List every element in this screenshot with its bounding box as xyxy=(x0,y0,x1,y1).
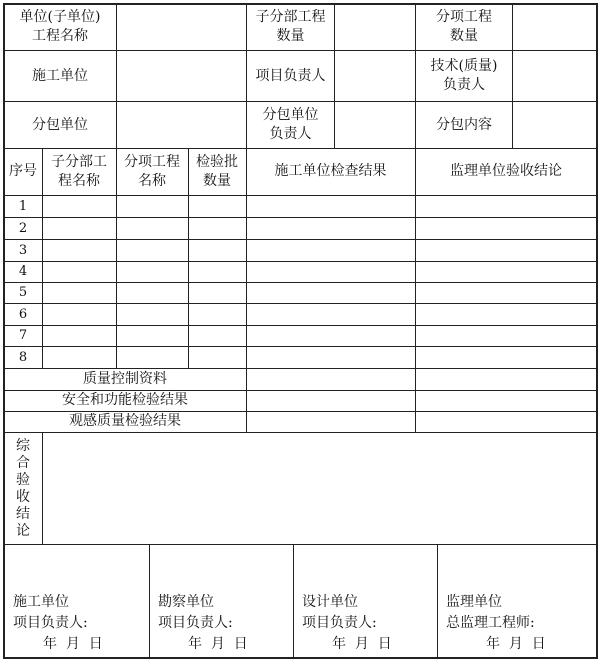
table-row-number: 1 xyxy=(18,198,28,214)
table-row-number: 4 xyxy=(18,264,28,279)
signature-role: 项目负责人: xyxy=(13,615,88,631)
row-rule xyxy=(4,346,597,347)
subdivision-count-field[interactable] xyxy=(334,3,415,50)
subcontractor-manager-label: 分包单位 负责人 xyxy=(246,101,334,148)
row-rule xyxy=(4,303,597,304)
project-manager-field[interactable] xyxy=(334,50,415,101)
construction-unit-field[interactable] xyxy=(116,50,246,101)
item-count-field[interactable] xyxy=(512,3,596,50)
row-rule xyxy=(4,195,597,196)
signature-construction[interactable] xyxy=(13,592,147,656)
unit-project-name-label: 单位(子单位) 工程名称 xyxy=(19,8,101,44)
row-rule xyxy=(4,325,597,326)
signature-divider-2 xyxy=(293,544,294,659)
signature-unit-name: 施工单位 xyxy=(13,594,69,610)
signature-unit-name: 勘察单位 xyxy=(158,594,214,610)
col-header-item: 分项工程 名称 xyxy=(124,153,180,189)
signature-date: 年 月 日 xyxy=(486,636,546,652)
col-header-construction-result: 施工单位检查结果 xyxy=(274,163,387,179)
signature-top-rule xyxy=(4,544,597,545)
table-row-number: 5 xyxy=(18,285,28,300)
comprehensive-conclusion-label: 综 合 验 收 结 论 xyxy=(16,438,30,539)
project-manager-label: 项目负责人 xyxy=(246,50,334,101)
subcontractor-label: 分包单位 xyxy=(4,101,116,148)
signature-role: 总监理工程师: xyxy=(446,615,535,631)
col-header-batch-count: 检验批 数量 xyxy=(196,153,238,189)
subcontractor-manager-field[interactable] xyxy=(334,101,415,148)
signature-role: 项目负责人: xyxy=(302,615,377,631)
signature-date: 年 月 日 xyxy=(332,636,392,652)
subcontract-content-label: 分包内容 xyxy=(415,101,512,148)
unit-project-name-field[interactable] xyxy=(116,3,246,50)
signature-survey[interactable] xyxy=(158,592,292,656)
signature-unit-name: 设计单位 xyxy=(302,594,358,610)
signature-supervision[interactable] xyxy=(446,592,594,656)
row-rule xyxy=(4,217,597,218)
item-count-label: 分项工程 数量 xyxy=(415,3,512,50)
table-row-number: 2 xyxy=(18,220,28,236)
summary-quality-control-data: 质量控制资料 xyxy=(83,370,167,387)
row-rule xyxy=(4,261,597,262)
subcontract-content-field[interactable] xyxy=(512,101,596,148)
table-row-number: 7 xyxy=(18,328,28,343)
tech-manager-field[interactable] xyxy=(512,50,596,101)
signature-role: 项目负责人: xyxy=(158,615,233,631)
signature-divider-3 xyxy=(437,544,438,659)
construction-unit-label: 施工单位 xyxy=(4,50,116,101)
tech-manager-label: 技术(质量) 负责人 xyxy=(415,50,512,101)
signature-date: 年 月 日 xyxy=(188,636,248,652)
table-row-number: 6 xyxy=(18,306,28,322)
row-rule xyxy=(4,239,597,240)
signature-divider-1 xyxy=(149,544,150,659)
signature-unit-name: 监理单位 xyxy=(446,594,502,610)
table-row-number: 8 xyxy=(18,349,28,365)
comprehensive-conclusion-field[interactable] xyxy=(43,433,597,543)
col-header-supervision-conclusion: 监理单位验收结论 xyxy=(450,163,562,179)
col-header-subdivision: 子分部工 程名称 xyxy=(51,153,107,189)
subcontractor-field[interactable] xyxy=(116,101,246,148)
signature-date: 年 月 日 xyxy=(43,636,103,652)
row-rule xyxy=(4,282,597,283)
col-header-seq: 序号 xyxy=(9,163,37,179)
summary-safety-function-results: 安全和功能检验结果 xyxy=(62,392,188,408)
summary-appearance-quality-results: 观感质量检验结果 xyxy=(69,413,181,429)
signature-design[interactable] xyxy=(302,592,436,656)
subdivision-count-label: 子分部工程 数量 xyxy=(246,3,334,50)
table-row-number: 3 xyxy=(18,242,28,258)
